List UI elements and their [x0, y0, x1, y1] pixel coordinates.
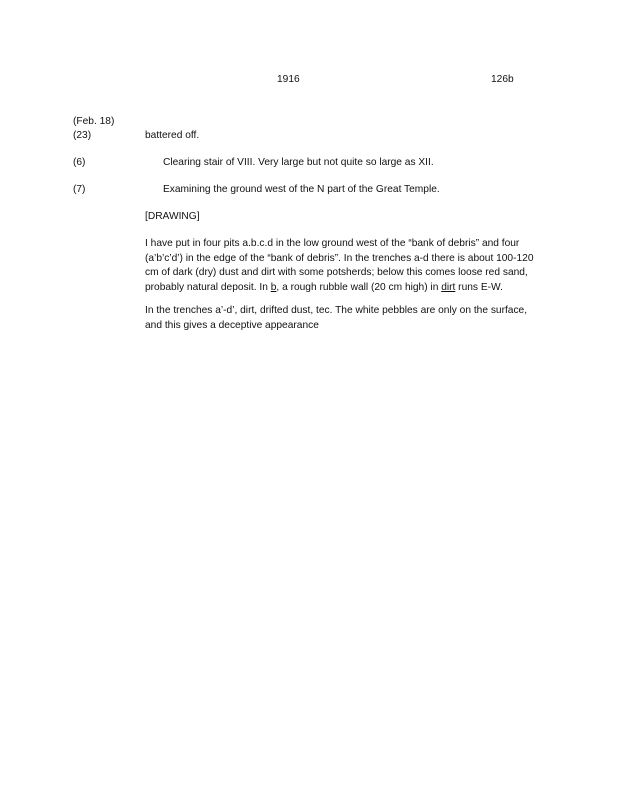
entry-date: (Feb. 18)	[73, 116, 115, 127]
entry-number: (7)	[73, 184, 86, 195]
entry-text: Examining the ground west of the N part of the Great Temple.	[163, 184, 440, 195]
paragraph-line: I have put in four pits a.b.c.d in the low ground west of the “bank of debris” and four	[145, 238, 520, 249]
paragraph-line: (a’b’c’d’) in the edge of the “bank of debris”. In the trenches a-d there is about 100-120	[145, 252, 534, 264]
paragraph-line: In the trenches a’-d’, dirt, drifted dust, tec. The white pebbles are only on the surface,	[145, 305, 528, 316]
header-year: 1916	[277, 74, 300, 85]
underlined-dirt: dirt	[441, 281, 456, 293]
entry-number: (6)	[73, 157, 86, 168]
paragraph-pits	[145, 237, 545, 295]
underlined-b: b	[270, 281, 277, 293]
entry-number: (23)	[73, 130, 92, 141]
header-page-number: 126b	[491, 74, 514, 85]
text-fragment: probably natural deposit. In	[145, 281, 271, 293]
paragraph-line-with-underlines	[145, 281, 545, 296]
entry-text: Clearing stair of VIII. Very large but not quite so large as XII.	[163, 157, 434, 168]
text-fragment: , a rough rubble wall (20 cm high) in	[276, 281, 442, 293]
paragraph-line: and this gives a deceptive appearance	[145, 319, 319, 331]
entry-text: battered off.	[145, 130, 200, 141]
drawing-placeholder: [DRAWING]	[145, 211, 200, 222]
text-fragment: runs E-W.	[455, 281, 503, 293]
paragraph-line: cm of dark (dry) dust and dirt with some potsherds; below this comes loose red sand,	[145, 267, 528, 278]
paragraph-trenches	[145, 304, 545, 333]
